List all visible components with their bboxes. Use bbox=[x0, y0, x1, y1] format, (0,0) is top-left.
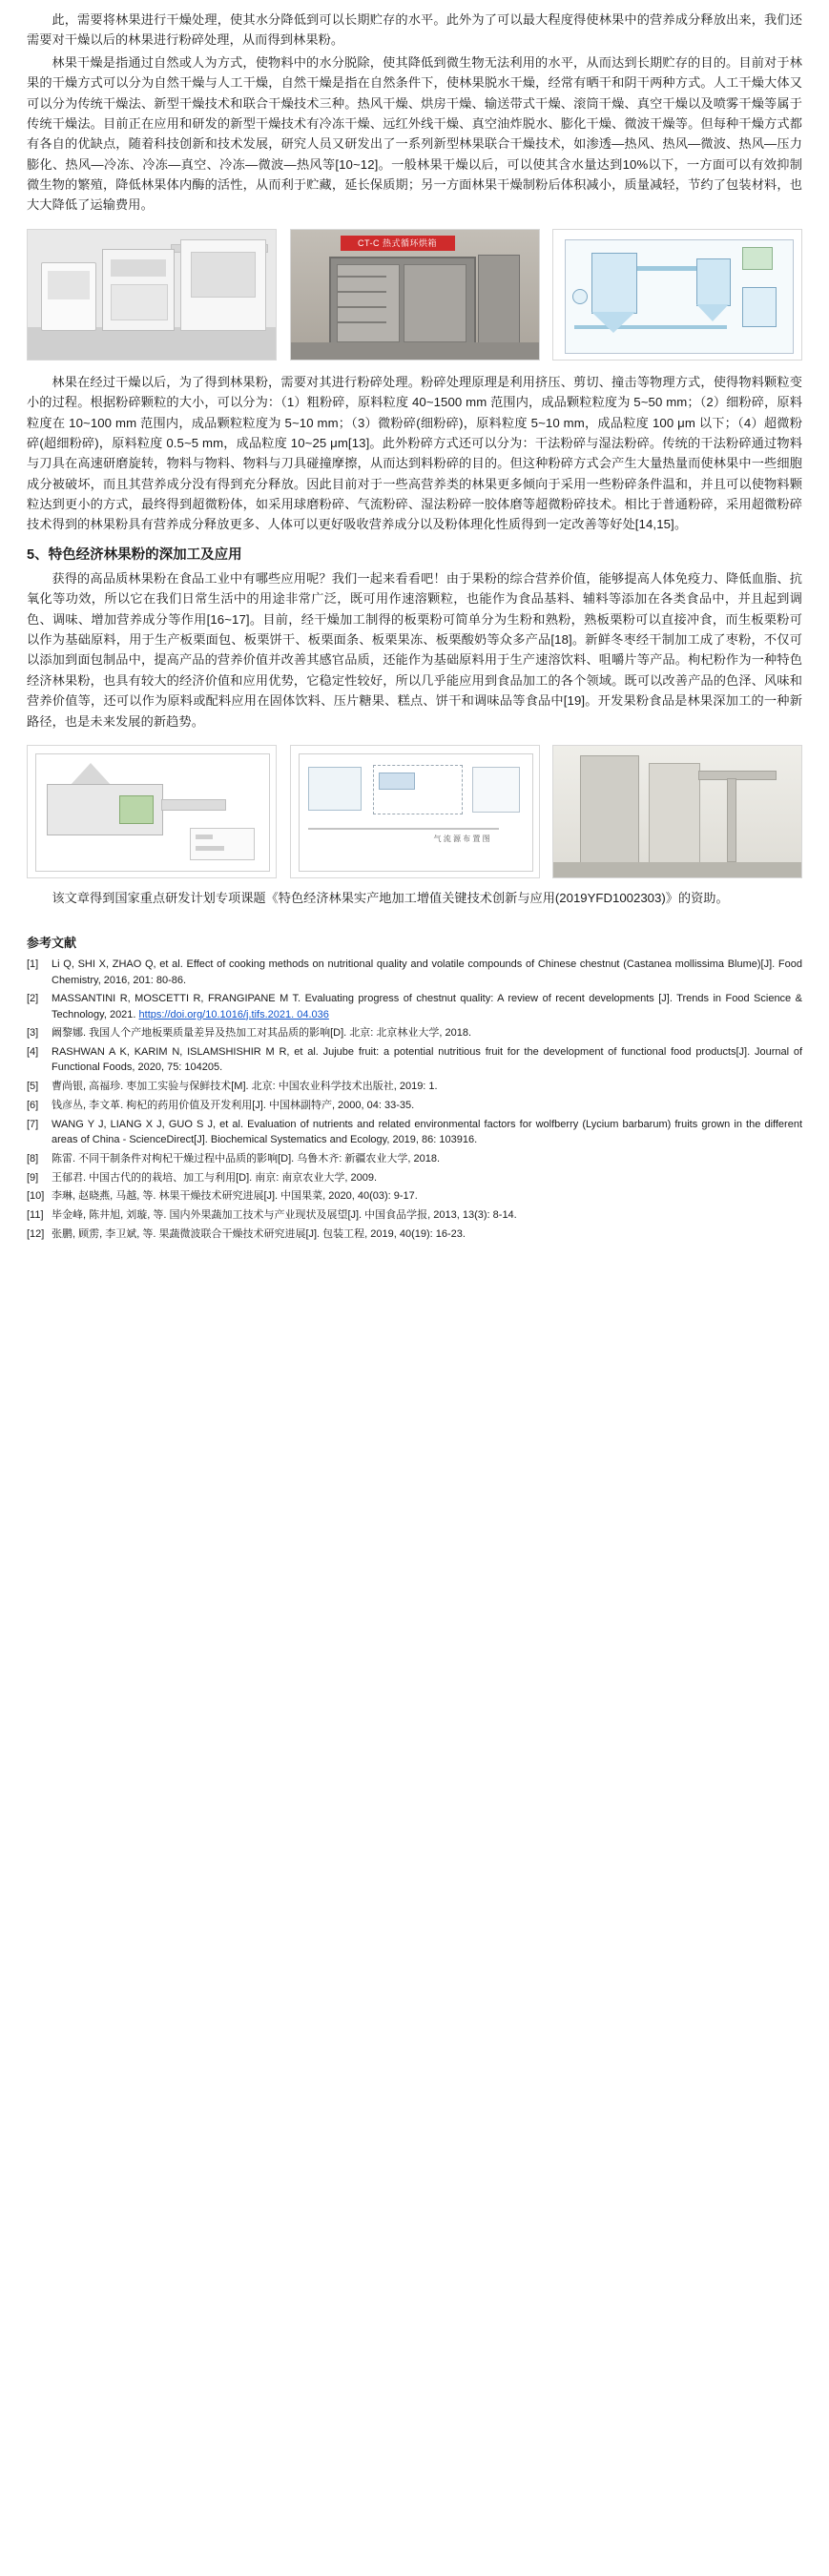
reference-number: [4] bbox=[27, 1046, 39, 1059]
reference-text: 李琳, 赵晓燕, 马越, 等. 林果干燥技术研究进展[J]. 中国果菜, 2020, 40(03): 9-17. bbox=[52, 1190, 418, 1203]
figure-cyclone-cone bbox=[696, 304, 729, 321]
reference-item bbox=[27, 1207, 802, 1223]
figure-baseline bbox=[308, 828, 499, 830]
reference-text: 毕金峰, 陈井旭, 刘璇, 等. 国内外果蔬加工技术与产业现状及展望[J]. 中国食品学报, 2013, 13(3): 8-14. bbox=[52, 1209, 517, 1222]
reference-text bbox=[52, 991, 802, 1022]
figure-floor bbox=[553, 862, 801, 877]
reference-number: [8] bbox=[27, 1152, 39, 1164]
figure-caption-airflow: 气 流 源 布 置 图 bbox=[433, 834, 490, 843]
paragraph-2: 林果干燥是指通过自然或人为方式，使物料中的水分脱除，使其降低到微生物无法利用的水平，从而达到长期贮存的目的。目前对于林果的干燥方式可以分为自然干燥与人工干燥，自然干燥是指在自然条件下，使林果脱水干燥，经常有晒干和阴干两种方式。人工干燥大体又可以分为传统干燥法、新型干燥技术和联合干燥技术三种。热风干燥、烘房干燥、输送带式干燥、滚筒干燥、真空干燥以及喷雾干燥等属于传统干燥法。目前正在应用和研发的新型干燥技术有冷冻干燥、远红外线干燥、真空油炸脱水、膨化干燥、微波干燥等。但每种干燥方式都有各自的优缺点，随着科技创新和技术发展，研究人员又研发出了一系列新型林果联合干燥技术，如渗透—热风、热风—微波、热风—压力膨化、热风—冷冻、冷冻—真空、冷冻—微波—热风等[10~12]。一般林果干燥以后，可以使其含水量达到10%以下，一方面可以有效抑制微生物的繁殖，降低林果体内酶的活性，从而利于贮藏，延长保质期；另一方面林果干燥制粉后体积减小，质量减轻，节约了包装材料，也大大降低了运输费用。 bbox=[27, 54, 802, 213]
figure-pump bbox=[572, 289, 588, 304]
figure-side-unit bbox=[478, 255, 520, 348]
figure-pipe-vertical bbox=[727, 778, 736, 862]
figure-grinding-diagram-4 bbox=[27, 745, 277, 878]
section-paragraph-1: 获得的高品质林果粉在食品工业中有哪些应用呢？我们一起来看看吧！由于果粉的综合营养价值，能够提高人体免疫力、降低血脂、抗氧化等功效，所以它在我们日常生活中的用途非常广泛，既可用作速溶颗粒，也能作为食品基料、辅料等添加在各类食品中，并且起到调色、调味、增加营养成分等作用[16~17]。目前，经干燥加工制得的板栗粉可简单分为生粉和熟粉，熟板栗粉可以直接冲食，而生板栗粉可以作为基础原料，用于生产板栗面包、板栗饼干、板栗面条、板栗果冻、板栗酸奶等众多产品[18]。新鲜冬枣经干制加工成了枣粉，不仅可以添加到面包制品中，提高产品的营养价值并改善其感官品质，还能作为基础原料用于生产速溶饮料、咀嚼片等产品。枸杞粉作为一种特色经济林果粉，也具有较大的经济价值和应用优势，它稳定性较好，所以几乎能应用到食品加工的各个领域。既可以改善产品的色泽、风味和营养价值等，还可以作为原料或配料应用在固体饮料、压片糖果、糕点、饼干和调味品等食品中[19]。开发果粉食品是林果深加工的一种新路径，也是未来发展的新趋势。 bbox=[27, 570, 802, 729]
paragraph-1: 此，需要将林果进行干燥处理，使其水分降低到可以长期贮存的水平。此外为了可以最大程度得使林果中的营养成分释放出来，我们还需要对干燥以后的林果进行粉碎处理，从而得到林果粉。 bbox=[27, 12, 802, 48]
figure-green-section bbox=[119, 795, 154, 824]
reference-item bbox=[27, 1117, 802, 1148]
reference-text: 阚黎娜. 我国人个产地板栗质量差异及热加工对其品质的影响[D]. 北京: 北京林业大学, 2018. bbox=[52, 1027, 472, 1040]
figure-column-right bbox=[649, 763, 700, 872]
figure-tank bbox=[308, 767, 362, 811]
figure-tray-dryer-2 bbox=[290, 229, 540, 361]
reference-number: [3] bbox=[27, 1027, 39, 1040]
figure-cabinet bbox=[329, 257, 476, 348]
figure-banner-label: CT-C 热式循环烘箱 bbox=[341, 236, 455, 251]
reference-item bbox=[27, 1151, 802, 1166]
figure-blue-unit bbox=[379, 773, 415, 790]
reference-item bbox=[27, 1188, 802, 1204]
reference-item bbox=[27, 957, 802, 988]
reference-doi-link[interactable]: https://doi.org/10.1016/j.tifs.2021. 04.036 bbox=[138, 1008, 329, 1020]
figure-tank bbox=[742, 287, 777, 327]
figure-machine-unit-b bbox=[102, 249, 175, 331]
figure-right-box bbox=[472, 767, 520, 813]
reference-item bbox=[27, 1226, 802, 1242]
figure-tray-line bbox=[337, 306, 386, 308]
references-list bbox=[27, 957, 802, 1242]
figure-row-drying bbox=[27, 229, 802, 361]
reference-item bbox=[27, 1079, 802, 1094]
reference-text-body: MASSANTINI R, MOSCETTI R, FRANGIPANE M T. Evaluating progress of chestnut quality: A review of recent developments [J]. Trends in Food Science & Technology, 2021. bbox=[52, 993, 802, 1020]
reference-number: [2] bbox=[27, 993, 39, 1005]
reference-item bbox=[27, 1170, 802, 1185]
reference-text: 陈雷. 不同干制条件对枸杞干燥过程中品质的影响[D]. 乌鲁木齐: 新疆农业大学, 2018. bbox=[52, 1152, 441, 1164]
figure-column-left bbox=[580, 755, 639, 876]
figure-tower-cone bbox=[591, 312, 635, 333]
references-heading: 参考文献 bbox=[27, 936, 77, 951]
section-heading-5: 5、特色经济林果粉的深加工及应用 bbox=[27, 546, 242, 563]
reference-text: 张鹏, 顾雳, 李卫斌, 等. 果蔬微波联合干燥技术研究进展[J]. 包装工程, 2019, 40(19): 16-23. bbox=[52, 1227, 466, 1240]
funding-note: 该文章得到国家重点研发计划专项课题《特色经济林果实产地加工增值关键技术创新与应用(2019YFD1002303)》的资助。 bbox=[52, 890, 729, 905]
figure-drying-equipment-1 bbox=[27, 229, 277, 361]
figure-tray-line bbox=[337, 276, 386, 278]
reference-text: Li Q, SHI X, ZHAO Q, et al. Effect of cooking methods on nutritional quality and volatile compounds of Chinese chestnut (Castanea mollissima Blume)[J]. Food Chemistry, 2016, 201: 80-86. bbox=[52, 958, 802, 986]
reference-number: [11] bbox=[27, 1209, 44, 1222]
reference-item bbox=[27, 991, 802, 1022]
figure-airflow-diagram-5 bbox=[290, 745, 540, 878]
reference-number: [12] bbox=[27, 1227, 45, 1240]
figure-spray-dryer-diagram-3 bbox=[552, 229, 802, 361]
figure-floor bbox=[28, 327, 276, 360]
reference-text: 钱彦丛, 李文革. 枸杞的药用价值及开发利用[J]. 中国林副特产, 2000, 04: 33-35. bbox=[52, 1099, 415, 1111]
reference-text: WANG Y J, LIANG X J, GUO S J, et al. Evaluation of nutrients and related environmental factors for wolfberry (Lycium barbarum) fruits grown in the different areas of China - ScienceDirect[J]. Biochemical Systematics and Ecology, 2019, 86: 103916. bbox=[52, 1118, 802, 1145]
paragraph-3: 林果在经过干燥以后，为了得到林果粉，需要对其进行粉碎处理。粉碎处理原理是利用挤压、剪切、撞击等物理方式，使得物料颗粒变小的过程。根据粉碎颗粒的大小，可以分为：（1）粗粉碎，原料粒度 40~1500 mm 范围内，成品颗粒粒度为 5~50 mm；（2）细粉碎，原料粒度在 10~100 mm 范围内，成品颗粒粒度为 5~10 mm；（3）微粉碎(细粉碎)，原料粒度 5~10 mm，成品粒度 100 μm 以下；（4）超微粉碎(超细粉碎)，原料粒度 0.5~5 mm，成品粒度 10~25 μm[13]。此外粉碎方式还可以分为：干法粉碎与湿法粉碎。传统的干法粉碎通过物料与刀具在高速研磨旋转，物料与物料、物料与刀具碰撞摩擦，从而达到料粉碎的目的。但这种粉碎方式会产生大量热量而使林果中一些细胞成分被破坏，而且其营养成分没有得到充分释放。因此目前对于一些高营养类的林果更多倾向于采用一些粉碎条件温和，并且可以使物料颗粒达到更小的方式，最终得到超微粉体，如采用球磨粉碎、气流粉碎、湿法粉碎一胶体磨等超微粉碎技术。相比于普通粉碎，采用超微粉碎技术得到的林果粉具有营养成分释放更多、人体可以更好吸收营养成分以及粉体理化性质得到一定改善等好处[14,15]。 bbox=[27, 374, 802, 532]
figure-cyclone bbox=[696, 258, 731, 306]
figure-hopper bbox=[70, 763, 112, 786]
figure-pipe-horizontal bbox=[698, 771, 777, 780]
reference-item bbox=[27, 1098, 802, 1113]
figure-mill-photo-6 bbox=[552, 745, 802, 878]
figure-legend-box bbox=[190, 828, 255, 860]
reference-item bbox=[27, 1025, 802, 1041]
figure-green-unit bbox=[742, 247, 773, 270]
figure-tray-line bbox=[337, 321, 386, 323]
reference-number: [6] bbox=[27, 1099, 39, 1111]
figure-drying-tower bbox=[591, 253, 637, 314]
reference-number: [7] bbox=[27, 1118, 39, 1130]
figure-outlet-pipe bbox=[161, 799, 226, 811]
figure-pipe-upper bbox=[635, 266, 696, 271]
figure-tray-line bbox=[337, 291, 386, 293]
reference-number: [9] bbox=[27, 1171, 39, 1184]
reference-number: [1] bbox=[27, 958, 39, 971]
figure-machine-unit-c bbox=[180, 239, 266, 331]
figure-floor bbox=[291, 342, 539, 360]
figure-row-processing bbox=[27, 745, 802, 878]
reference-item bbox=[27, 1044, 802, 1076]
reference-text: 曹尚银, 高福珍. 枣加工实验与保鲜技术[M]. 北京: 中国农业科学技术出版社, 2019: 1. bbox=[52, 1081, 438, 1093]
figure-cabinet-door-right bbox=[404, 264, 466, 342]
reference-text: RASHWAN A K, KARIM N, ISLAMSHISHIR M R, et al. Jujube fruit: a potential nutritious fruit for the development of functional food products[J]. Journal of Functional Foods, 2020, 75: 104205. bbox=[52, 1046, 802, 1074]
figure-machine-unit-a bbox=[41, 262, 96, 331]
reference-number: [10] bbox=[27, 1190, 45, 1203]
reference-number: [5] bbox=[27, 1081, 39, 1093]
reference-text: 王郁君. 中国古代的的栽培、加工与利用[D]. 南京: 南京农业大学, 2009. bbox=[52, 1171, 378, 1184]
